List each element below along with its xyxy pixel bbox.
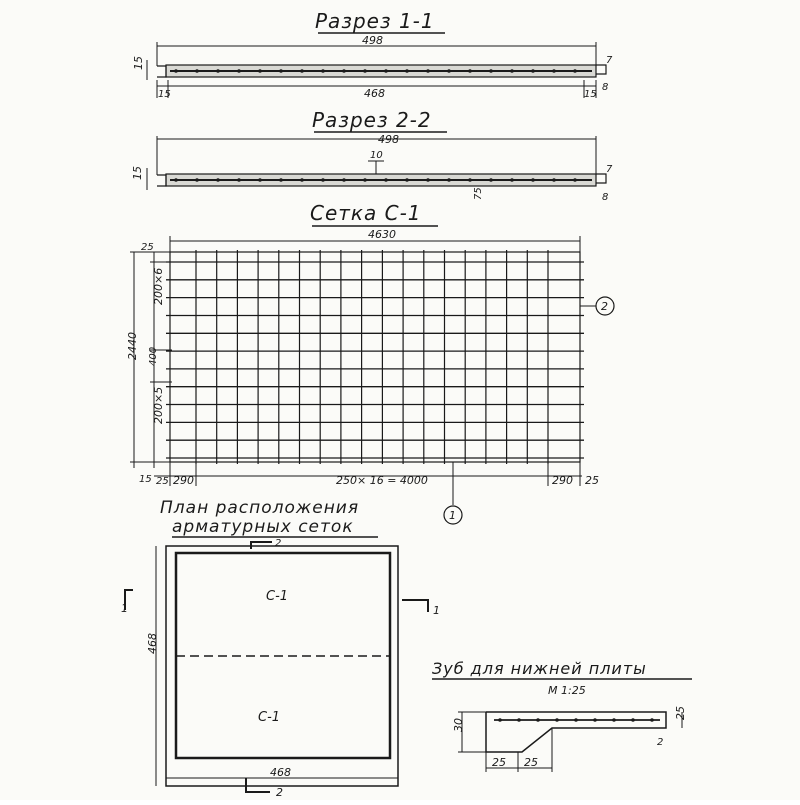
mesh-layout-plan xyxy=(121,498,440,799)
mesh-left-edge: 25 xyxy=(156,476,169,487)
mesh-c1 xyxy=(126,201,614,524)
rebar-dot xyxy=(405,178,409,182)
section-1-1-thickness: 15 xyxy=(132,56,145,70)
rebar-dot xyxy=(321,178,325,182)
rebar-dot xyxy=(279,69,283,73)
cut-2-bottom-marker xyxy=(246,778,270,792)
rebar-dot xyxy=(279,178,283,182)
mesh-height: 2440 xyxy=(126,332,139,360)
section-1-1-top-length: 498 xyxy=(362,34,383,47)
rebar-dot xyxy=(447,69,451,73)
mesh-right-edge: 25 xyxy=(585,474,599,487)
rebar-dot xyxy=(574,718,578,722)
plan-panel-top: С-1 xyxy=(266,589,289,604)
rebar-dot xyxy=(498,718,502,722)
plan-panel-bottom: С-1 xyxy=(258,710,281,725)
rebar-dot xyxy=(426,178,430,182)
rebar-dot xyxy=(174,69,178,73)
mesh-grid xyxy=(166,250,584,464)
tooth-step: 25 xyxy=(674,706,687,720)
rebar-dot xyxy=(468,178,472,182)
marker-2-label: 2 xyxy=(601,300,608,313)
tooth-title: Зуб для нижней плиты xyxy=(432,659,647,678)
rebar-dot xyxy=(237,178,241,182)
mesh-lower-spacing: 200×5 xyxy=(152,386,165,424)
rebar-dot xyxy=(447,178,451,182)
rebar-dot xyxy=(510,178,514,182)
section-1-1-right-offset: 8 xyxy=(602,82,609,93)
section-1-1-right-step xyxy=(596,65,606,74)
rebar-dot xyxy=(531,69,535,73)
section-1-1-left-step xyxy=(157,66,166,77)
section-2-2-right-step-value: 7 xyxy=(606,164,613,175)
cut-1-right-label: 1 xyxy=(433,604,440,617)
rebar-dot xyxy=(342,178,346,182)
rebar-dot xyxy=(573,178,577,182)
rebar-dot xyxy=(216,69,220,73)
rebar-dot xyxy=(631,718,635,722)
rebar-dot xyxy=(363,178,367,182)
tooth-base-left: 25 xyxy=(492,756,506,769)
rebar-dot xyxy=(321,69,325,73)
mesh-bottom-edge: 15 xyxy=(139,474,152,485)
section-2-2-dim-75: 75 xyxy=(473,187,484,200)
rebar-dot xyxy=(510,69,514,73)
rebar-dot xyxy=(300,178,304,182)
rebar-dot xyxy=(174,178,178,182)
rebar-dot xyxy=(531,178,535,182)
mesh-top-edge: 25 xyxy=(141,242,154,253)
section-2-2-note-10: 10 xyxy=(370,150,383,161)
mesh-main-spacing: 250× 16 = 4000 xyxy=(336,474,428,487)
section-1-1-left-support: 15 xyxy=(158,89,171,100)
rebar-dot xyxy=(384,69,388,73)
mesh-outline xyxy=(170,252,580,462)
tooth-height: 30 xyxy=(452,718,465,732)
section-2-2-thickness: 15 xyxy=(131,166,144,180)
rebar-dot xyxy=(426,69,430,73)
mesh-middle-spacing: 400 xyxy=(148,346,159,366)
rebar-dot xyxy=(612,718,616,722)
section-1-1-title: Разрез 1-1 xyxy=(315,9,435,33)
section-1-1-bottom-length: 468 xyxy=(364,87,385,100)
section-1-1-right-step-value: 7 xyxy=(606,55,613,66)
section-2-2-right-step xyxy=(596,174,606,183)
rebar-dot xyxy=(216,178,220,182)
rebar-dot xyxy=(468,69,472,73)
rebar-dot xyxy=(195,178,199,182)
section-2-2 xyxy=(131,108,613,203)
rebar-dot xyxy=(552,69,556,73)
mesh-right-end: 290 xyxy=(552,474,573,487)
mesh-title: Сетка С-1 xyxy=(310,201,422,225)
mesh-upper-spacing: 200×6 xyxy=(152,267,165,305)
rebar-dot xyxy=(552,178,556,182)
cut-1-right-marker xyxy=(402,600,428,612)
section-1-1 xyxy=(132,9,613,100)
rebar-dot xyxy=(489,178,493,182)
rebar-dot xyxy=(517,718,521,722)
plan-title-line1: План расположения xyxy=(160,498,360,518)
rebar-dot xyxy=(342,69,346,73)
section-2-2-title: Разрез 2-2 xyxy=(312,108,432,132)
section-1-1-right-support: 15 xyxy=(584,89,597,100)
section-2-2-right-offset: 8 xyxy=(602,192,609,203)
rebar-dot xyxy=(536,718,540,722)
rebar-dot xyxy=(258,69,262,73)
plan-height: 468 xyxy=(146,633,159,654)
cut-1-left-label: 1 xyxy=(121,602,128,615)
plan-width: 468 xyxy=(270,766,291,779)
rebar-dot xyxy=(405,69,409,73)
mesh-left-end: 290 xyxy=(173,474,194,487)
rebar-dot xyxy=(258,178,262,182)
rebar-dot xyxy=(300,69,304,73)
plan-title-line2: арматурных сеток xyxy=(172,517,354,537)
tooth-detail xyxy=(432,659,692,772)
cut-2-bottom-label: 2 xyxy=(276,786,283,799)
rebar-dot xyxy=(650,718,654,722)
tooth-profile xyxy=(486,712,666,752)
rebar-dot xyxy=(555,718,559,722)
rebar-dot xyxy=(384,178,388,182)
tooth-base-right: 25 xyxy=(524,756,538,769)
rebar-dot xyxy=(573,69,577,73)
rebar-dot xyxy=(195,69,199,73)
section-2-2-top-length: 498 xyxy=(378,133,399,146)
plan-slab-outline xyxy=(166,546,398,786)
rebar-dot xyxy=(363,69,367,73)
marker-1-label: 1 xyxy=(449,509,456,522)
rebar-dot xyxy=(593,718,597,722)
tooth-scale: М 1:25 xyxy=(548,684,586,697)
rebar-dot xyxy=(237,69,241,73)
rebar-dot xyxy=(489,69,493,73)
cut-2-top-label: 2 xyxy=(275,538,282,549)
mesh-width: 4630 xyxy=(368,228,396,241)
section-2-2-left-step xyxy=(157,175,166,186)
tooth-edge: 2 xyxy=(657,737,664,748)
